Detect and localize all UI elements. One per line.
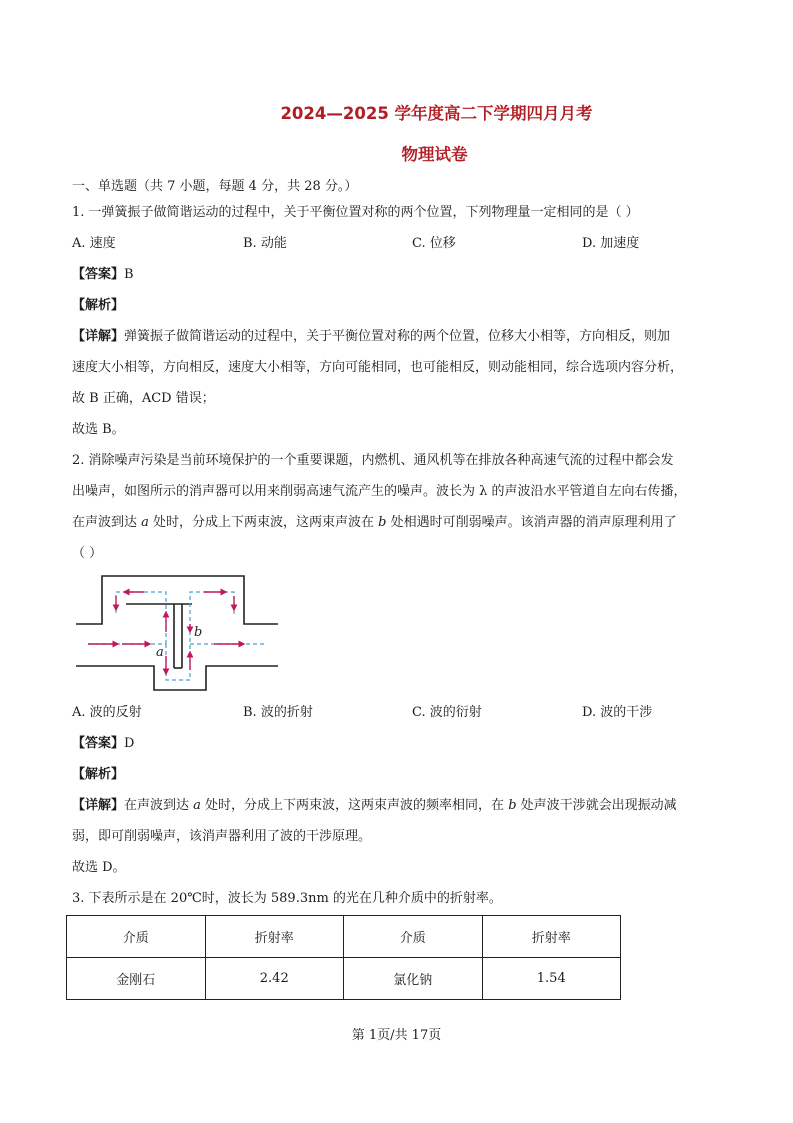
detail-text: 在声波到达 (124, 798, 194, 813)
q1-stem: 1. 一弹簧振子做简谐运动的过程中，关于平衡位置对称的两个位置，下列物理量一定相同的是（ ） (72, 205, 639, 220)
q2-stem-line-1: 2. 消除噪声污染是当前环境保护的一个重要课题，内燃机、通风机等在排放各种高速气流的过程中都会发 (72, 453, 674, 468)
q2-stem-line-3 (72, 514, 677, 532)
q1-analysis-tag: 【解析】 (72, 298, 125, 313)
q1-option-a: A. 速度 (72, 236, 116, 251)
point-b-label: b (378, 515, 387, 530)
q2-stem-line-2: 出噪声，如图所示的消声器可以用来削弱高速气流产生的噪声。波长为 λ 的声波沿水平管道自左向右传播， (72, 484, 687, 499)
answer-value: B (124, 267, 134, 282)
point-a-label: a (141, 515, 149, 530)
q2-option-b: B. 波的折射 (243, 705, 313, 720)
point-a-label: a (193, 798, 201, 813)
stem-text: 在声波到达 (72, 515, 142, 530)
detail-text: 处时，分成上下两束波，这两束声波的频率相同，在 (200, 798, 509, 813)
q2-analysis-tag: 【解析】 (72, 767, 125, 782)
q2-conclusion: 故选 D。 (72, 860, 126, 875)
detail-text: 弹簧振子做简谐运动的过程中，关于平衡位置对称的两个位置，位移大小相等，方向相反，则加 (124, 329, 671, 344)
table-cell: 金刚石 (67, 958, 206, 1000)
muffler-diagram (74, 574, 280, 692)
table-row (67, 958, 621, 1000)
answer-value: D (124, 736, 135, 751)
refraction-table (66, 915, 621, 1000)
figure-label-b: b (194, 625, 203, 640)
q2-option-d: D. 波的干涉 (582, 705, 653, 720)
answer-tag: 【答案】 (72, 267, 125, 282)
table-header-cell: 介质 (67, 916, 206, 958)
q1-option-d: D. 加速度 (582, 236, 640, 251)
q3-stem: 3. 下表所示是在 20℃时，波长为 589.3nm 的光在几种介质中的折射率。 (72, 891, 502, 906)
table-header-row (67, 916, 621, 958)
muffler-walls (76, 576, 278, 690)
table-cell: 氯化钠 (344, 958, 483, 1000)
stem-text: 处时，分成上下两束波，这两束声波在 (148, 515, 379, 530)
q1-conclusion: 故选 B。 (72, 422, 125, 437)
table-header-cell: 折射率 (205, 916, 344, 958)
section-heading: 一、单选题（共 7 小题，每题 4 分，共 28 分。） (72, 179, 358, 194)
q2-option-c: C. 波的衍射 (412, 705, 482, 720)
table-header-cell: 介质 (344, 916, 483, 958)
q2-answer (72, 735, 134, 753)
q1-detail-line-1 (72, 328, 670, 346)
q2-option-a: A. 波的反射 (72, 705, 142, 720)
q1-option-b: B. 动能 (243, 236, 287, 251)
page-footer: 第 1页/共 17页 (351, 1028, 442, 1043)
q1-option-c: C. 位移 (412, 236, 456, 251)
q2-stem-line-4: （ ） (72, 546, 103, 561)
table-cell: 2.42 (205, 958, 344, 1000)
q1-detail-line-2: 速度大小相等，方向相反，速度大小相等，方向可能相同，也可能相反，则动能相同，综合选项内容分析， (72, 360, 684, 375)
q1-detail-line-3: 故 B 正确，ACD 错误； (72, 391, 215, 406)
table-header-cell: 折射率 (482, 916, 621, 958)
exam-title: 2024—2025 学年度高二下学期四月月考 (280, 104, 593, 123)
answer-tag: 【答案】 (72, 736, 125, 751)
figure-label-a: a (156, 645, 164, 660)
q2-detail-line-1 (72, 797, 677, 815)
q1-answer (72, 266, 134, 284)
q2-detail-line-2: 弱，即可削弱噪声，该消声器利用了波的干涉原理。 (72, 829, 372, 844)
detail-tag: 【详解】 (72, 329, 125, 344)
stem-text: 处相遇时可削弱噪声。该消声器的消声原理利用了 (386, 515, 677, 530)
table-cell: 1.54 (482, 958, 621, 1000)
detail-text: 处声波干涉就会出现振动减 (516, 798, 677, 813)
detail-tag: 【详解】 (72, 798, 125, 813)
point-b-label: b (508, 798, 517, 813)
exam-subtitle: 物理试卷 (401, 145, 468, 164)
